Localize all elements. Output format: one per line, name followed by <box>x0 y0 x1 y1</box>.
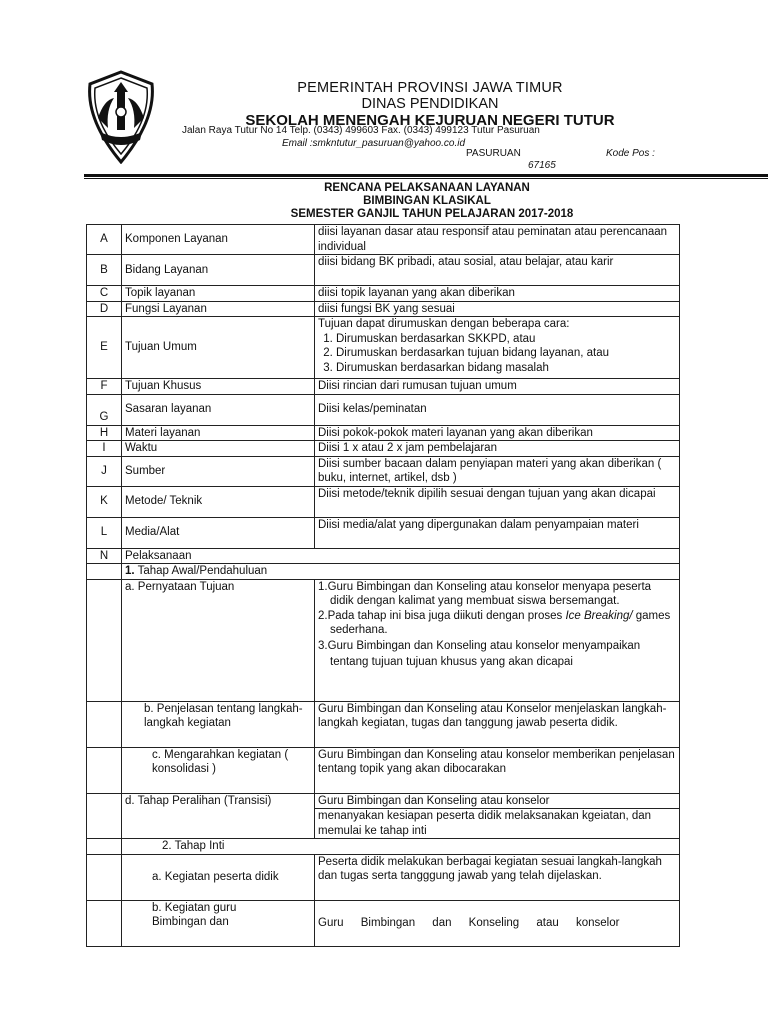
row-label: Sasaran layanan <box>122 394 315 425</box>
school-email: Email :smkntutur_pasuruan@yahoo.co.id <box>282 138 466 149</box>
row-value: Diisi media/alat yang dipergunakan dalam penyampaian materi <box>315 517 680 548</box>
table-row <box>87 317 680 379</box>
step-content: Peserta didik melakukan berbagai kegiatan sesuai langkah-langkah dan tugas serta tangggung jawab yang telah dijelaskan. <box>315 854 680 900</box>
row-label: Fungsi Layanan <box>122 301 315 317</box>
step-content: Guru Bimbingan dan Konseling atau konselor <box>315 900 680 946</box>
row-value: Diisi kelas/peminatan <box>315 394 680 425</box>
row-label: Waktu <box>122 441 315 457</box>
row-code: L <box>87 517 122 548</box>
objective-list <box>318 332 676 376</box>
table-row <box>87 579 680 701</box>
step-content: Guru Bimbingan dan Konseling atau konselor <box>315 793 680 809</box>
government-name: PEMERINTAH PROVINSI JAWA TIMUR <box>297 80 563 96</box>
step-paragraph: 3.Guru Bimbingan dan Konseling atau konselor menyampaikan tentang tujuan tujuan khusus yang akan dicapai <box>318 639 641 668</box>
stage-title: Tahap Awal/Pendahuluan <box>137 565 268 577</box>
row-label: Media/Alat <box>122 517 315 548</box>
row-value: Diisi metode/teknik dipilih sesuai dengan tujuan yang akan dicapai <box>315 486 680 517</box>
title-line-2: BIMBINGAN KLASIKAL <box>363 195 491 207</box>
school-name: SEKOLAH MENENGAH KEJURUAN NEGERI TUTUR <box>245 112 615 129</box>
row-label: Topik layanan <box>122 286 315 302</box>
row-value: diisi fungsi BK yang sesuai <box>315 301 680 317</box>
row-code: C <box>87 286 122 302</box>
letterhead <box>170 80 690 130</box>
step-paragraph: 2.Pada tahap ini bisa juga diikuti dengan proses Ice Breaking/ games sederhana. <box>318 609 671 636</box>
table-row <box>87 255 680 286</box>
row-value: Diisi 1 x atau 2 x jam pembelajaran <box>315 441 680 457</box>
objective-intro: Tujuan dapat dirumuskan dengan beberapa cara: <box>318 318 570 330</box>
table-row <box>87 564 680 580</box>
table-row <box>87 441 680 457</box>
table-row <box>87 379 680 395</box>
stage-heading <box>122 564 680 580</box>
row-value: diisi layanan dasar atau responsif atau peminatan atau perencanaan individual <box>315 225 680 255</box>
table-row <box>87 486 680 517</box>
step-label: a. Pernyataan Tujuan <box>122 579 315 701</box>
step-label: b. Kegiatan guru Bimbingan dan <box>122 900 315 946</box>
table-row <box>87 747 680 793</box>
row-label: Materi layanan <box>122 425 315 441</box>
city-name: PASURUAN <box>466 148 521 159</box>
row-code: D <box>87 301 122 317</box>
table-row <box>87 900 680 946</box>
row-label: Metode/ Teknik <box>122 486 315 517</box>
school-address: Jalan Raya Tutur No 14 Telp. (0343) 499603 Fax. (0343) 499123 Tutur Pasuruan <box>182 125 540 136</box>
row-code: G <box>87 394 122 425</box>
table-row <box>87 809 680 839</box>
row-value: Diisi pokok-pokok materi layanan yang akan diberikan <box>315 425 680 441</box>
provincial-emblem-icon <box>84 70 158 164</box>
row-code: H <box>87 425 122 441</box>
table-row <box>87 301 680 317</box>
document-title <box>84 182 768 221</box>
row-label: Bidang Layanan <box>122 255 315 286</box>
table-row <box>87 517 680 548</box>
row-code: F <box>87 379 122 395</box>
row-label: Tujuan Umum <box>122 317 315 379</box>
step-content <box>315 579 680 701</box>
row-label: Sumber <box>122 456 315 486</box>
title-line-1: RENCANA PELAKSANAAN LAYANAN <box>324 182 530 194</box>
step-content: menanyakan kesiapan peserta didik melaksanakan kgeiatan, dan memulai ke tahap inti <box>315 809 680 839</box>
table-row <box>87 839 680 855</box>
table-row <box>87 286 680 302</box>
list-item: 3. Dirumuskan berdasarkan bidang masalah <box>336 361 676 376</box>
row-code: N <box>87 548 122 564</box>
step-content: Guru Bimbingan dan Konseling atau konselor memberikan penjelasan tentang topik yang akan dibocarakan <box>315 747 680 793</box>
row-code: E <box>87 317 122 379</box>
step-label: b. Penjelasan tentang langkah-langkah kegiatan <box>122 701 315 747</box>
table-row <box>87 456 680 486</box>
row-code: A <box>87 225 122 255</box>
list-item: 1. Dirumuskan berdasarkan SKKPD, atau <box>336 332 676 347</box>
stage-heading: 2. Tahap Inti <box>122 839 680 855</box>
step-content: Guru Bimbingan dan Konseling atau Konselor menjelaskan langkah-langkah kegiatan, tugas dan tanggung jawab peserta didik. <box>315 701 680 747</box>
row-label: Tujuan Khusus <box>122 379 315 395</box>
row-value: diisi topik layanan yang akan diberikan <box>315 286 680 302</box>
department-name: DINAS PENDIDIKAN <box>361 96 499 112</box>
postcode-label: Kode Pos : <box>606 148 655 159</box>
title-line-3: SEMESTER GANJIL TAHUN PELAJARAN 2017-2018 <box>290 208 574 220</box>
stage-number: 1. <box>125 565 135 577</box>
step-paragraph: 1.Guru Bimbingan dan Konseling atau konselor menyapa peserta didik dengan kalimat yang membuat siswa bersemangat. <box>318 580 652 607</box>
table-row <box>87 425 680 441</box>
row-value: Diisi rincian dari rumusan tujuan umum <box>315 379 680 395</box>
table-row <box>87 793 680 809</box>
step-label: c. Mengarahkan kegiatan ( konsolidasi ) <box>122 747 315 793</box>
plan-table <box>86 224 680 947</box>
row-code: I <box>87 441 122 457</box>
row-label: Pelaksanaan <box>122 548 680 564</box>
step-label: d. Tahap Peralihan (Transisi) <box>122 793 315 809</box>
table-row <box>87 548 680 564</box>
step-label: a. Kegiatan peserta didik <box>122 854 315 900</box>
table-row <box>87 854 680 900</box>
row-value <box>315 317 680 379</box>
list-item: 2. Dirumuskan berdasarkan tujuan bidang layanan, atau <box>336 346 676 361</box>
postcode: 67165 <box>528 160 556 171</box>
letterhead-rule-thin <box>84 178 768 179</box>
table-row <box>87 701 680 747</box>
letterhead-rule <box>84 174 768 177</box>
table-row <box>87 225 680 255</box>
row-value: diisi bidang BK pribadi, atau sosial, atau belajar, atau karir <box>315 255 680 286</box>
row-code: B <box>87 255 122 286</box>
row-code: K <box>87 486 122 517</box>
table-row <box>87 394 680 425</box>
row-label: Komponen Layanan <box>122 225 315 255</box>
row-code: J <box>87 456 122 486</box>
row-value: Diisi sumber bacaan dalam penyiapan materi yang akan diberikan ( buku, internet, artikel, dsb ) <box>315 456 680 486</box>
